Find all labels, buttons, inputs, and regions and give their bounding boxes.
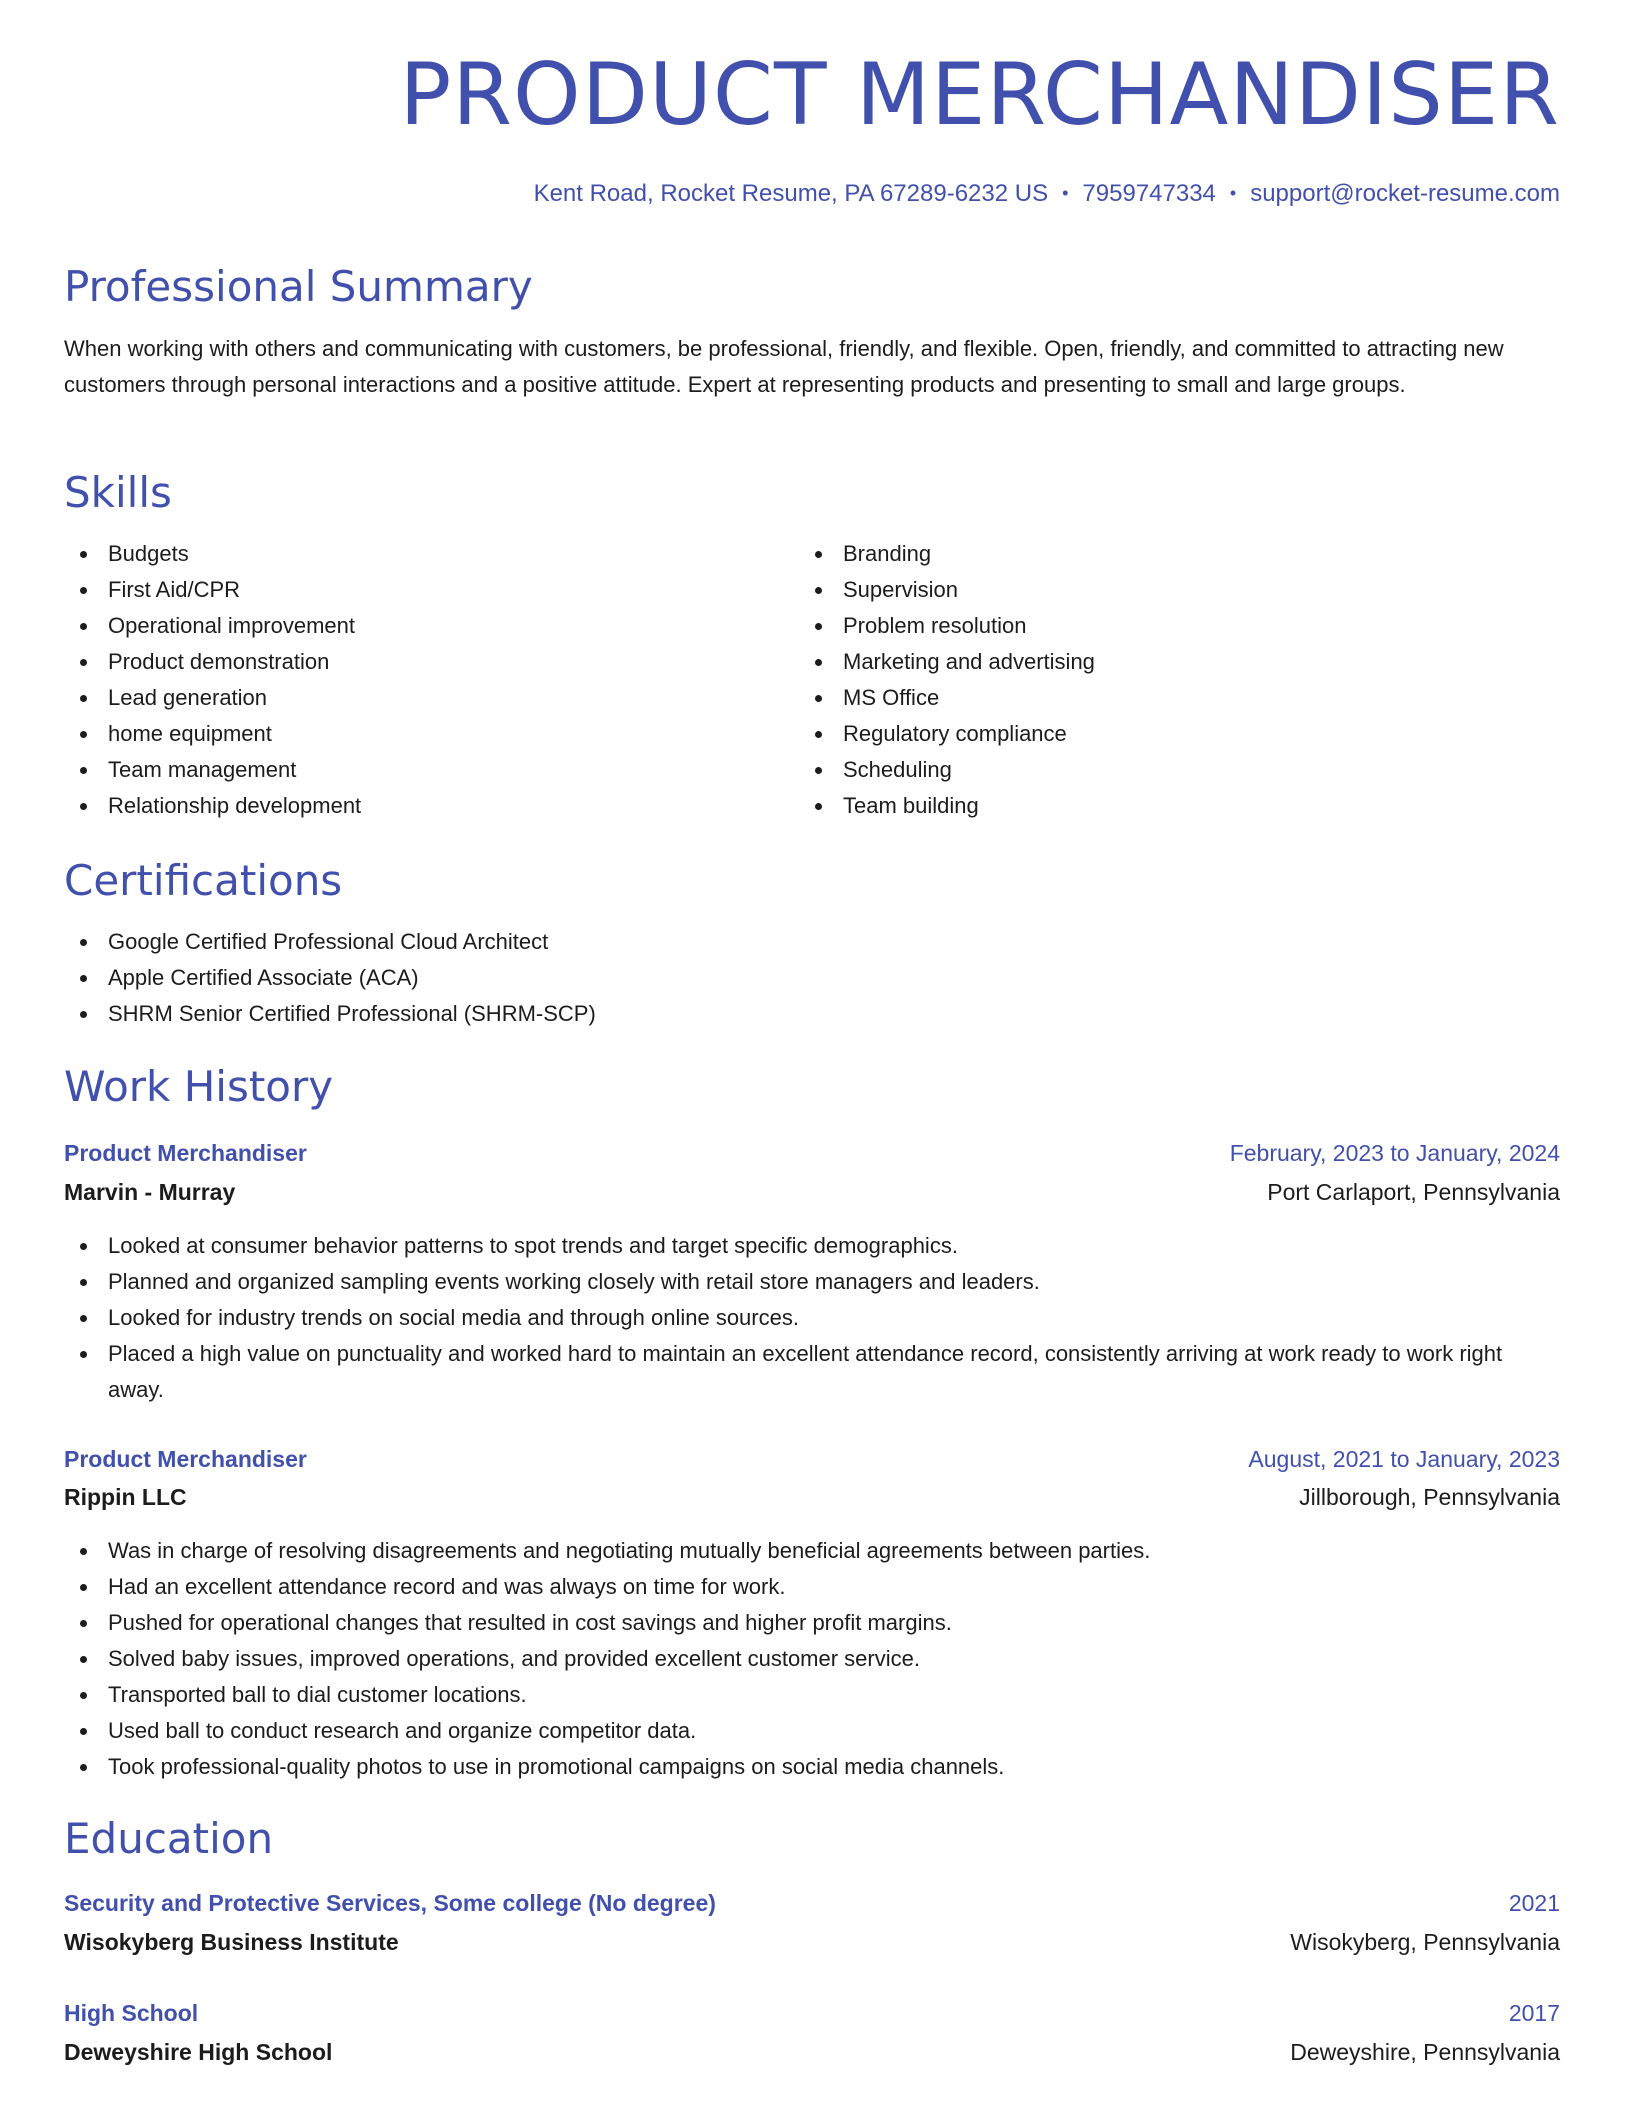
skill-item: Branding	[799, 536, 1499, 572]
education-degree-row	[64, 1885, 1560, 1921]
job-title-row	[64, 1441, 1560, 1477]
contact-phone[interactable]: 7959747334	[1082, 180, 1216, 207]
certification-item: Google Certified Professional Cloud Architect	[64, 924, 1560, 960]
job-duty: Placed a high value on punctuality and worked hard to maintain an excellent attendance record, consistently arriving at work ready to work right away.	[64, 1336, 1560, 1408]
job-title: Product Merchandiser	[64, 1446, 307, 1472]
certification-item: SHRM Senior Certified Professional (SHRM-SCP)	[64, 996, 1560, 1032]
summary-heading: Professional Summary	[64, 262, 533, 311]
job-location: Port Carlaport, Pennsylvania	[1267, 1179, 1560, 1205]
education-location: Deweyshire, Pennsylvania	[1290, 2039, 1560, 2065]
education-school-row	[64, 2034, 1560, 2070]
summary-text: When working with others and communicating with customers, be professional, friendly, and flexible. Open, friendly, and committed to attracting new customers through personal interactions and a positive attitude. Expert at representing products and presenting to small and large groups.	[64, 336, 1504, 397]
job-dates: February, 2023 to January, 2024	[1229, 1140, 1560, 1166]
job-duties-list	[64, 1228, 1560, 1408]
skill-item: Regulatory compliance	[799, 716, 1499, 752]
skill-item: Supervision	[799, 572, 1499, 608]
education-year: 2017	[1508, 2000, 1560, 2026]
job-company: Rippin LLC	[64, 1484, 187, 1510]
education-degree-row	[64, 1995, 1560, 2031]
skill-item: Marketing and advertising	[799, 644, 1499, 680]
skill-item: First Aid/CPR	[64, 572, 764, 608]
certifications-heading: Certifications	[64, 856, 343, 905]
skill-item: Scheduling	[799, 752, 1499, 788]
job-duty: Looked at consumer behavior patterns to spot trends and target specific demographics.	[64, 1228, 1560, 1264]
education-year: 2021	[1508, 1890, 1560, 1916]
job-duty: Was in charge of resolving disagreements and negotiating mutually beneficial agreements between parties.	[64, 1533, 1560, 1569]
certifications-list	[64, 924, 1560, 1032]
contact-separator: •	[1229, 183, 1237, 203]
job-duty: Had an excellent attendance record and was always on time for work.	[64, 1569, 1560, 1605]
education-degree: Security and Protective Services, Some college (No degree)	[64, 1890, 716, 1916]
skill-item: Relationship development	[64, 788, 764, 824]
education-heading: Education	[64, 1814, 274, 1863]
education-location: Wisokyberg, Pennsylvania	[1290, 1929, 1560, 1955]
skills-list-left	[64, 536, 764, 824]
job-company-row	[64, 1174, 1560, 1210]
candidate-name: PRODUCT MERCHANDISER	[399, 45, 1560, 145]
job-duty: Solved baby issues, improved operations, and provided excellent customer service.	[64, 1641, 1560, 1677]
job-dates: August, 2021 to January, 2023	[1248, 1446, 1560, 1472]
skill-item: Product demonstration	[64, 644, 764, 680]
contact-line	[534, 180, 1560, 209]
job-title: Product Merchandiser	[64, 1140, 307, 1166]
job-duty: Planned and organized sampling events working closely with retail store managers and leaders.	[64, 1264, 1560, 1300]
contact-address: Kent Road, Rocket Resume, PA 67289-6232 US	[533, 180, 1049, 207]
skill-item: Operational improvement	[64, 608, 764, 644]
certification-item: Apple Certified Associate (ACA)	[64, 960, 1560, 996]
skills-list-right	[799, 536, 1499, 824]
job-duty: Used ball to conduct research and organize competitor data.	[64, 1713, 1560, 1749]
job-title-row	[64, 1135, 1560, 1171]
education-degree: High School	[64, 2000, 199, 2026]
skill-item: MS Office	[799, 680, 1499, 716]
skill-item: Lead generation	[64, 680, 764, 716]
skill-item: home equipment	[64, 716, 764, 752]
skill-item: Team building	[799, 788, 1499, 824]
job-company: Marvin - Murray	[64, 1179, 236, 1205]
education-school: Wisokyberg Business Institute	[64, 1929, 399, 1955]
skill-item: Problem resolution	[799, 608, 1499, 644]
job-duties-list	[64, 1533, 1560, 1785]
education-school-row	[64, 1924, 1560, 1960]
contact-email[interactable]: support@rocket-resume.com	[1250, 180, 1560, 207]
job-duty: Pushed for operational changes that resulted in cost savings and higher profit margins.	[64, 1605, 1560, 1641]
job-duty: Transported ball to dial customer locations.	[64, 1677, 1560, 1713]
job-duty: Looked for industry trends on social media and through online sources.	[64, 1300, 1560, 1336]
skill-item: Budgets	[64, 536, 764, 572]
contact-separator: •	[1062, 183, 1069, 203]
job-duty: Took professional-quality photos to use in promotional campaigns on social media channels.	[64, 1749, 1560, 1785]
job-company-row	[64, 1479, 1560, 1515]
education-school: Deweyshire High School	[64, 2039, 333, 2065]
work-history-heading: Work History	[64, 1062, 334, 1111]
skills-heading: Skills	[64, 468, 172, 517]
skill-item: Team management	[64, 752, 764, 788]
job-location: Jillborough, Pennsylvania	[1299, 1484, 1560, 1510]
